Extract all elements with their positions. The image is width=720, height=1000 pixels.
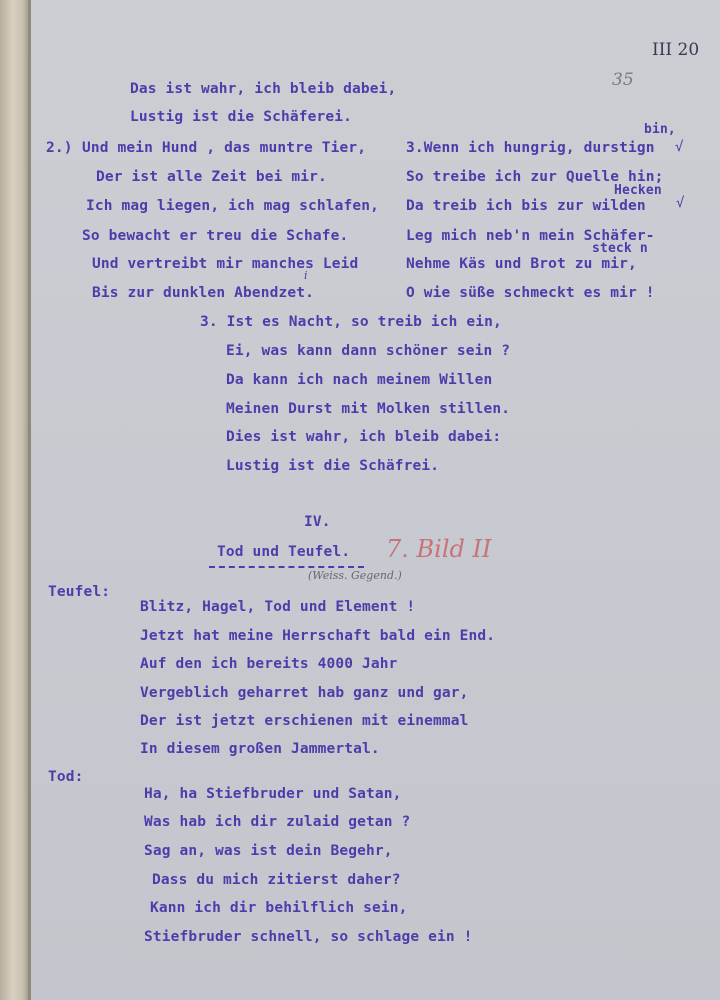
stanza-3-line-6: O wie süße schmeckt es mir !	[406, 285, 655, 301]
binding-strip	[0, 0, 28, 1000]
insertion-tick-1: √	[675, 139, 684, 155]
tod-line-4: Dass du mich zitierst daher?	[152, 872, 401, 888]
stanza-4-line-1: 3. Ist es Nacht, so treib ich ein,	[200, 314, 502, 330]
stanza-3-line-3: Da treib ich bis zur wilden	[406, 198, 646, 214]
stanza-2-line-5: Und vertreibt mir manches Leid	[92, 256, 359, 272]
insertion-steck: steck n	[592, 241, 648, 256]
stanza-4-line-5: Dies ist wahr, ich bleib dabei:	[226, 429, 502, 445]
speaker-teufel: Teufel:	[48, 584, 111, 600]
teufel-line-1: Blitz, Hagel, Tod und Element !	[140, 599, 416, 615]
stanza-4-line-6: Lustig ist die Schäfrei.	[226, 458, 440, 474]
teufel-line-2: Jetzt hat meine Herrschaft bald ein End.	[140, 628, 496, 644]
stanza-2-line-6: Bis zur dunklen Abendzet.	[92, 285, 314, 301]
section-numeral: IV.	[304, 514, 331, 530]
insertion-hecken: Hecken	[614, 183, 662, 198]
verse-end-line-1: Das ist wahr, ich bleib dabei,	[130, 81, 397, 97]
stanza-4-line-3: Da kann ich nach meinem Willen	[226, 372, 493, 388]
section-title-underline	[209, 566, 364, 568]
stanza-2-line-2: Der ist alle Zeit bei mir.	[96, 169, 327, 185]
stanza-2-line-4: So bewacht er treu die Schafe.	[82, 228, 349, 244]
pencil-stage-note: (Weiss. Gegend.)	[308, 569, 402, 582]
teufel-line-3: Auf den ich bereits 4000 Jahr	[140, 656, 398, 672]
red-handwritten-note: 7. Bild II	[386, 535, 492, 563]
stanza-3-line-4: Leg mich neb'n mein Schäfer-	[406, 228, 655, 244]
insertion-bin: bin,	[644, 122, 676, 137]
insertion-tick-2: √	[676, 195, 685, 211]
stanza-2-line-1: Und mein Hund , das muntre Tier,	[82, 140, 367, 156]
tod-line-1: Ha, ha Stiefbruder und Satan,	[144, 786, 402, 802]
tod-line-5: Kann ich dir behilflich sein,	[150, 900, 408, 916]
stanza-4-line-4: Meinen Durst mit Molken stillen.	[226, 401, 511, 417]
stanza-3-line-1: 3.Wenn ich hungrig, durstign	[406, 140, 655, 156]
teufel-line-4: Vergeblich geharret hab ganz und gar,	[140, 685, 469, 701]
stanza-3-line-5: Nehme Käs und Brot zu mir,	[406, 256, 637, 272]
section-title: Tod und Teufel.	[217, 544, 351, 560]
verse-end-line-2: Lustig ist die Schäferei.	[130, 109, 352, 125]
folio-mark: III 20	[652, 40, 700, 60]
page-number-pencil: 35	[612, 70, 634, 90]
tod-line-6: Stiefbruder schnell, so schlage ein !	[144, 929, 473, 945]
stanza-4-line-2: Ei, was kann dann schöner sein ?	[226, 343, 511, 359]
speaker-tod: Tod:	[48, 769, 84, 785]
teufel-line-5: Der ist jetzt erschienen mit einemmal	[140, 713, 469, 729]
tod-line-3: Sag an, was ist dein Begehr,	[144, 843, 393, 859]
stanza-2-line-3: Ich mag liegen, ich mag schlafen,	[86, 198, 380, 214]
stanza-2-number: 2.)	[46, 140, 73, 156]
correction-mark-i: i	[304, 269, 308, 282]
tod-line-2: Was hab ich dir zulaid getan ?	[144, 814, 411, 830]
teufel-line-6: In diesem großen Jammertal.	[140, 741, 380, 757]
stanza-3-line-2: So treibe ich zur Quelle hin;	[406, 169, 664, 185]
